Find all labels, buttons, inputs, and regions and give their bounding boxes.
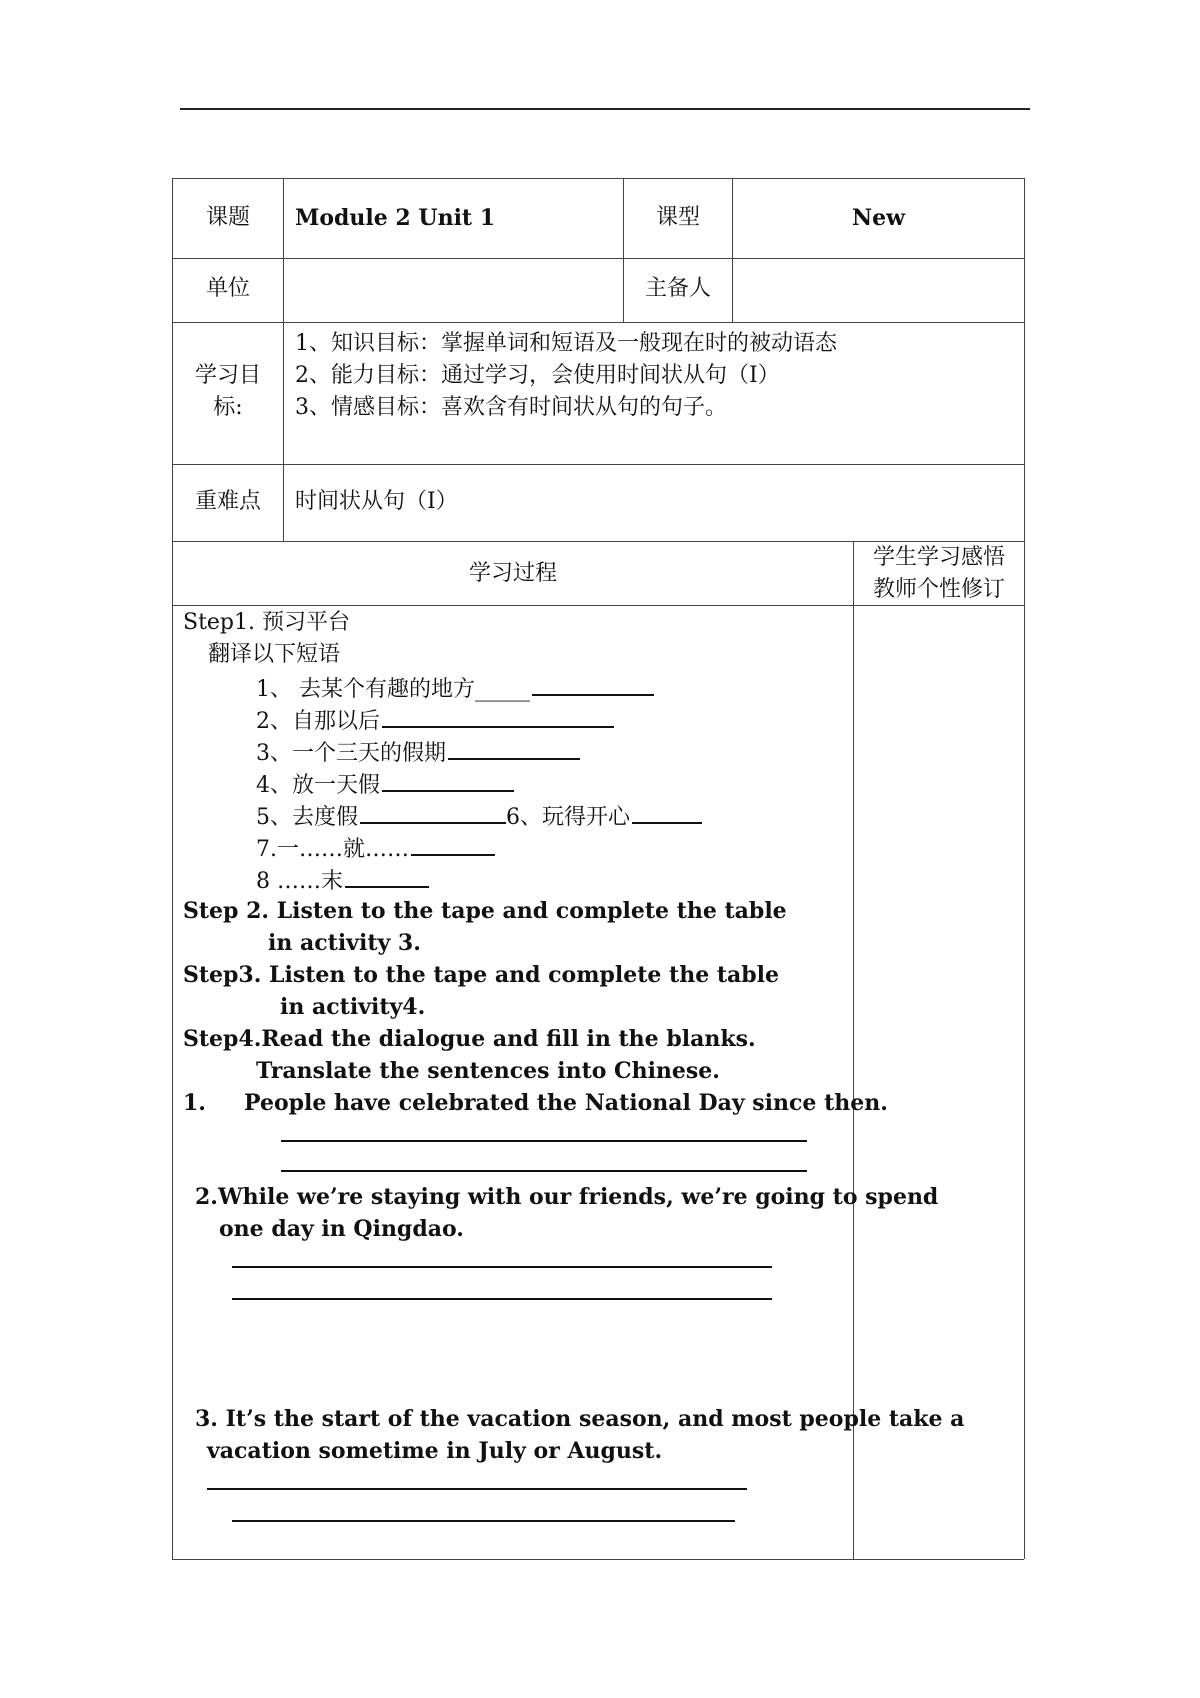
sentence-3-line2: vacation sometime in July or August. <box>207 1438 663 1464</box>
table-border-bottom <box>172 1559 1024 1560</box>
step3-line2: in activity4. <box>280 994 426 1020</box>
answer-blank[interactable] <box>532 672 654 696</box>
step2-line1: Step 2. Listen to the tape and complete the table <box>183 898 787 924</box>
answer-blank[interactable] <box>360 800 506 824</box>
course-label: 课题 <box>205 205 250 230</box>
key-points-value: 时间状从句（I） <box>295 489 458 514</box>
answer-line[interactable] <box>232 1266 772 1268</box>
answer-blank[interactable] <box>382 704 614 728</box>
answer-line[interactable] <box>207 1488 747 1490</box>
col-divider <box>732 178 733 322</box>
process-header: 学习过程 <box>468 561 557 586</box>
objectives-label-line1: 学习目 <box>194 363 261 388</box>
objective-item-3: 3、情感目标：喜欢含有时间状从句的句子。 <box>295 395 727 420</box>
sentence-2-line2: one day in Qingdao. <box>219 1216 464 1242</box>
answer-blank[interactable] <box>448 736 580 760</box>
step3-line1: Step3. Listen to the tape and complete the table <box>183 962 780 988</box>
objective-item-1: 1、知识目标：掌握单词和短语及一般现在时的被动语态 <box>295 331 837 356</box>
type-value: New <box>851 205 906 231</box>
step1-subtitle: 翻译以下短语 <box>208 642 341 667</box>
col-divider <box>283 178 284 541</box>
phrase-8: 8 ……末 <box>256 864 429 897</box>
type-label: 课型 <box>655 205 700 230</box>
row-divider <box>172 605 1024 606</box>
objectives-label-line2: 标: <box>213 395 243 420</box>
side-header-line2: 教师个性修订 <box>872 577 1005 602</box>
answer-blank[interactable] <box>382 768 514 792</box>
step4-line2: Translate the sentences into Chinese. <box>256 1058 720 1084</box>
row-divider <box>172 541 1024 542</box>
answer-line[interactable] <box>232 1298 772 1300</box>
step2-line2: in activity 3. <box>268 930 421 956</box>
row-divider <box>172 322 1024 323</box>
answer-blank[interactable] <box>345 864 429 888</box>
answer-line[interactable] <box>232 1520 735 1522</box>
phrase-3: 3、一个三天的假期 <box>256 736 580 769</box>
answer-blank[interactable] <box>632 800 702 824</box>
step1-title: Step1. 预习平台 <box>183 610 350 635</box>
sentence-1-text: People have celebrated the National Day since then. <box>244 1090 888 1116</box>
answer-blank[interactable] <box>411 832 495 856</box>
sentence-3-line1: 3. It’s the start of the vacation season, and most people take a <box>195 1406 965 1432</box>
preparer-label: 主备人 <box>644 276 711 301</box>
sentence-1-number: 1. <box>183 1090 206 1116</box>
unit-label: 单位 <box>205 276 250 301</box>
row-divider <box>172 258 1024 259</box>
row-divider <box>172 464 1024 465</box>
step4-line1: Step4.Read the dialogue and fill in the blanks. <box>183 1026 756 1052</box>
answer-line[interactable] <box>281 1140 807 1142</box>
course-value: Module 2 Unit 1 <box>295 205 496 231</box>
table-border-right <box>1024 178 1025 1559</box>
phrase-2: 2、自那以后 <box>256 704 614 737</box>
phrase-5-6: 5、去度假 6、玩得开心 <box>256 800 702 833</box>
phrase-1: 1、 去某个有趣的地方_____ <box>256 672 654 705</box>
phrase-4: 4、放一天假 <box>256 768 514 801</box>
answer-line[interactable] <box>281 1170 807 1172</box>
phrase-7: 7.一……就…… <box>256 832 495 865</box>
key-points-label: 重难点 <box>194 489 261 514</box>
sentence-2-line1: 2.While we’re staying with our friends, we’re going to spend <box>195 1184 939 1210</box>
objective-item-2: 2、能力目标：通过学习，会使用时间状从句（I） <box>295 363 780 388</box>
table-border-top <box>172 178 1024 179</box>
side-header-line1: 学生学习感悟 <box>872 545 1005 570</box>
